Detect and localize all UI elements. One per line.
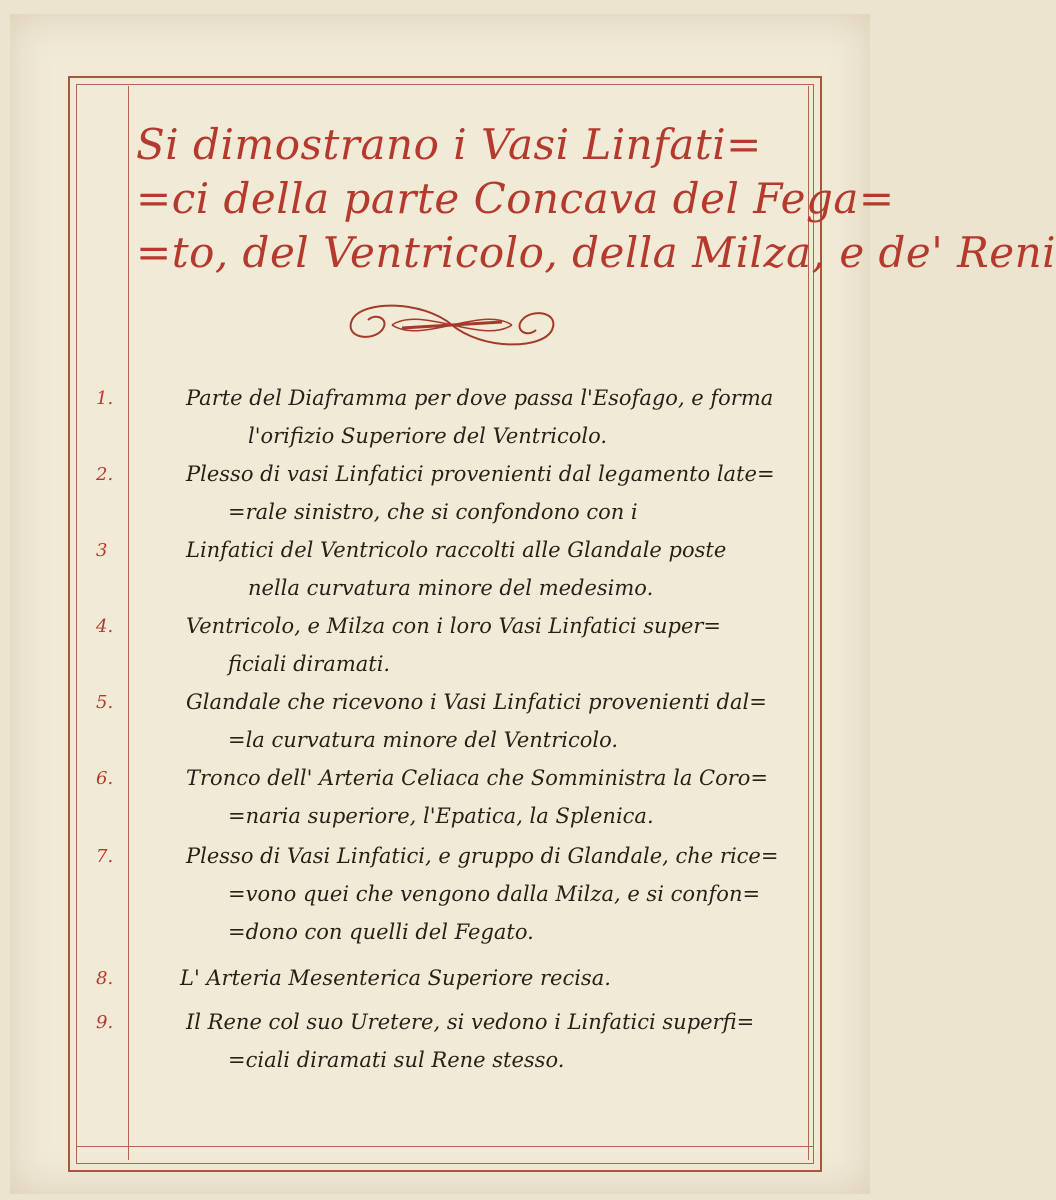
item-text-line: =rale sinistro, che si confondono con i: [228, 500, 638, 524]
item-text-line: =dono con quelli del Fegato.: [228, 920, 534, 944]
item-text-line: Tronco dell' Arteria Celiaca che Somministra la Coro=: [186, 766, 769, 790]
item-number: 4.: [96, 616, 114, 637]
calligraphic-flourish: [332, 290, 572, 360]
item-text-line: L' Arteria Mesenterica Superiore recisa.: [180, 966, 611, 990]
title-line-3: =to, del Ventricolo, della Milza, e de' Reni: [136, 228, 1056, 277]
item-text-line: l'orifizio Superiore del Ventricolo.: [248, 424, 608, 448]
item-text-line: =naria superiore, l'Epatica, la Splenica.: [228, 804, 654, 828]
item-number: 1.: [96, 388, 114, 409]
item-text-line: =vono quei che vengono dalla Milza, e si confon=: [228, 882, 761, 906]
item-number: 8.: [96, 968, 114, 989]
item-number: 2.: [96, 464, 114, 485]
item-text-line: =la curvatura minore del Ventricolo.: [228, 728, 619, 752]
item-text-line: Glandale che ricevono i Vasi Linfatici provenienti dal=: [186, 690, 767, 714]
item-text-line: Linfatici del Ventricolo raccolti alle Glandale poste: [186, 538, 727, 562]
item-text-line: ficiali diramati.: [228, 652, 391, 676]
manuscript-page: [10, 14, 1056, 1194]
item-number: 3: [96, 540, 108, 561]
item-text-line: Il Rene col suo Uretere, si vedono i Linfatici superfi=: [186, 1010, 755, 1034]
title-line-1: Si dimostrano i Vasi Linfati=: [136, 120, 762, 169]
item-number: 7.: [96, 846, 114, 867]
item-number: 6.: [96, 768, 114, 789]
item-number: 5.: [96, 692, 114, 713]
item-text-line: Plesso di Vasi Linfatici, e gruppo di Glandale, che rice=: [186, 844, 779, 868]
item-text-line: Ventricolo, e Milza con i loro Vasi Linfatici super=: [186, 614, 722, 638]
item-text-line: Parte del Diaframma per dove passa l'Esofago, e forma: [186, 386, 774, 410]
bottom-margin-rule: [76, 1146, 814, 1147]
page-title: [136, 118, 1056, 280]
left-margin-rule: [128, 86, 129, 1160]
title-line-2: =ci della parte Concava del Fega=: [136, 174, 895, 223]
item-text-line: =ciali diramati sul Rene stesso.: [228, 1048, 565, 1072]
item-text-line: nella curvatura minore del medesimo.: [248, 576, 654, 600]
item-number: 9.: [96, 1012, 114, 1033]
item-text-line: Plesso di vasi Linfatici provenienti dal legamento late=: [186, 462, 775, 486]
